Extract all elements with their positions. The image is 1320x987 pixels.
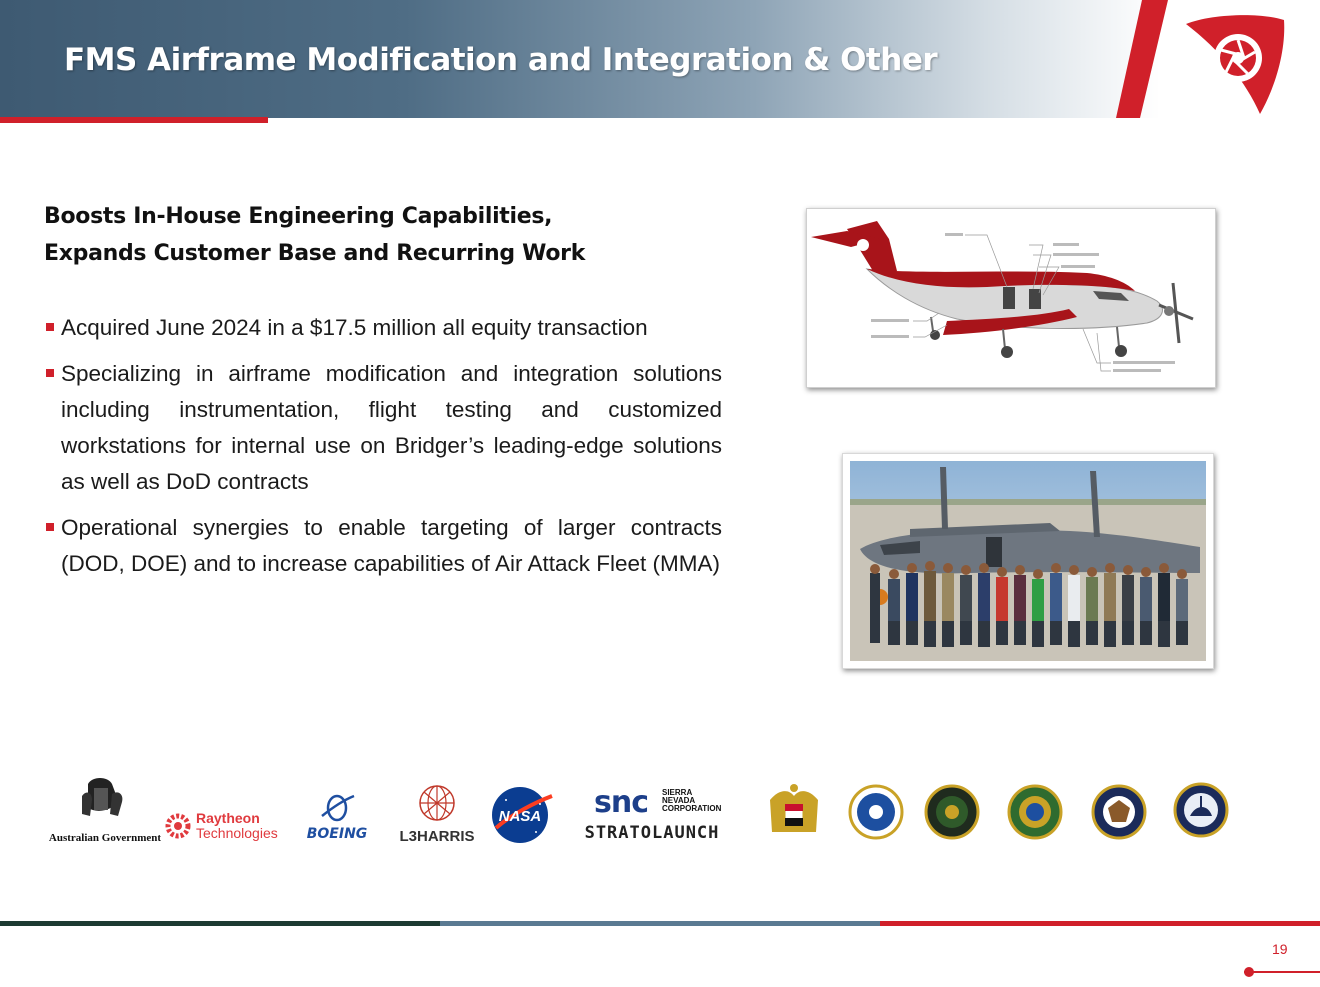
snc-stratolaunch-logo xyxy=(585,785,722,843)
stratolaunch-text: STRATOLAUNCH xyxy=(584,823,720,843)
department-of-state-seal xyxy=(1093,786,1145,838)
australian-government-logo xyxy=(49,778,161,844)
subtitle-line-1: Boosts In-House Engineering Capabilities, xyxy=(44,204,553,229)
footer-line-steel xyxy=(440,921,880,926)
l3harris-text: L3HARRIS xyxy=(399,828,475,845)
snc-mark: snc xyxy=(594,785,648,820)
page-title: FMS Airframe Modification and Integration & Other xyxy=(64,42,938,78)
bullet-synergies: Operational synergies to enable targeting of larger contracts (DOD, DOE) and to increase capabilities of Air Attack Fleet (MMA) xyxy=(44,510,722,582)
l3harris-logo xyxy=(398,786,475,845)
customer-logo-strip xyxy=(0,770,1320,850)
snc-line2: NEVADA xyxy=(662,796,696,805)
page-number: 19 xyxy=(1272,941,1288,957)
page-marker-dot xyxy=(1244,967,1254,977)
bullet-list xyxy=(44,310,722,592)
section-subtitle xyxy=(44,198,585,272)
company-logo-icon xyxy=(1180,10,1288,116)
nasa-logo xyxy=(492,787,552,843)
us-army-seal xyxy=(926,786,978,838)
snc-line1: SIERRA xyxy=(662,788,693,797)
footer-line-green xyxy=(0,921,440,926)
aircraft-cutaway-image xyxy=(806,208,1216,388)
boeing-text: BOEING xyxy=(306,826,368,842)
snc-line3: CORPORATION xyxy=(662,804,722,813)
subtitle-line-2: Expands Customer Base and Recurring Work xyxy=(44,241,586,266)
egypt-eagle-emblem xyxy=(770,784,818,832)
bullet-acquisition: Acquired June 2024 in a $17.5 million all equity transaction xyxy=(44,310,722,346)
page-marker-line xyxy=(1244,971,1320,973)
raytheon-logo xyxy=(168,810,278,841)
raytheon-line2: Technologies xyxy=(196,825,278,841)
boeing-logo xyxy=(307,796,368,842)
bullet-specialization: Specializing in airframe modification and integration solutions including instrumentation, flight testing and customized workstations for internal use on Bridger’s leading-edge solutions as well as DoD contracts xyxy=(44,356,722,500)
australian-government-text: Australian Government xyxy=(48,832,162,844)
footer-line-red xyxy=(880,921,1320,926)
header-accent-bar xyxy=(0,117,268,123)
nasa-text: NASA xyxy=(498,808,542,825)
red-slash-decoration xyxy=(1112,0,1172,118)
us-air-force-seal xyxy=(850,786,902,838)
raytheon-line1: Raytheon xyxy=(196,810,260,826)
us-navy-seal xyxy=(1175,784,1227,836)
team-group-photo xyxy=(842,453,1214,669)
department-of-energy-seal xyxy=(1009,786,1061,838)
